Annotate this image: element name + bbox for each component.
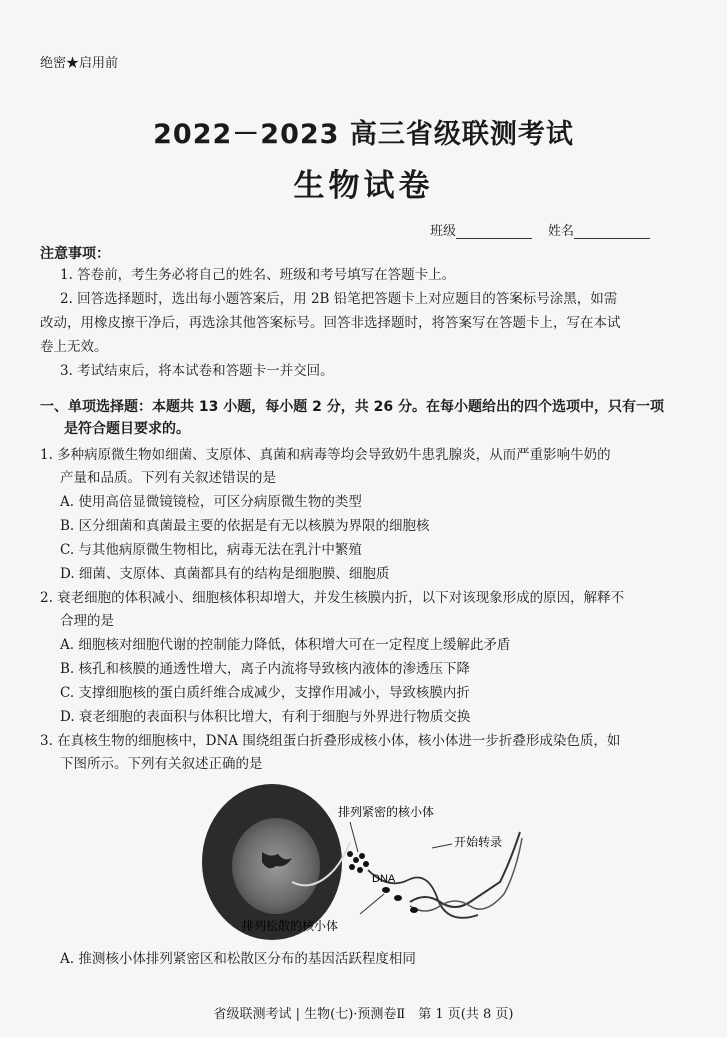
note-3: 3. 考试结束后，将本试卷和答题卡一并交回。 [60,363,334,379]
q3-stem-cont: 下图所示。下列有关叙述正确的是 [60,756,263,772]
label-loose-nucleosome: 排列松散的核小体 [242,919,339,933]
class-blank [456,224,532,239]
q2-option-c: C. 支撑细胞核的蛋白质纤维合成减少，支撑作用减小，导致核膜内折 [60,685,470,701]
q1-option-b: B. 区分细菌和真菌最主要的依据是有无以核膜为界限的细胞核 [60,518,430,534]
section1-heading: 一、单项选择题：本题共 13 小题，每小题 2 分，共 26 分。在每小题给出的四个选项中，只有一项 [40,399,664,415]
label-dense-nucleosome: 排列紧密的核小体 [338,805,435,819]
q2-stem: 2. 衰老细胞的体积减小、细胞核体积却增大，并发生核膜内折，以下对该现象形成的原因，解释不 [40,590,625,606]
q1-stem-cont: 产量和品质。下列有关叙述错误的是 [60,470,276,486]
name-blank [574,224,650,239]
label-line-transcribe [432,844,452,848]
q2-option-b: B. 核孔和核膜的通透性增大，离子内流将导致核内液体的渗透压下降 [60,661,471,677]
note-1: 1. 答卷前，考生务必将自己的姓名、班级和考号填写在答题卡上。 [60,267,456,283]
q2-stem-cont: 合理的是 [60,613,114,629]
q1-stem: 1. 多种病原微生物如细菌、支原体、真菌和病毒等均会导致奶牛患乳腺炎，从而严重影响牛奶的 [40,447,611,463]
label-start-transcription: 开始转录 [454,835,503,849]
label-line-dense [350,822,358,852]
q2-option-a: A. 细胞核对细胞代谢的控制能力降低，体积增大可在一定程度上缓解此矛盾 [60,637,511,653]
label-dna: DNA [372,873,396,885]
q1-option-d: D. 细菌、支原体、真菌都具有的结构是细胞膜、细胞质 [60,566,390,582]
exam-title: 2022－2023 高三省级联测考试 [153,119,574,150]
notes-heading: 注意事项： [40,246,110,262]
note-2-cont: 改动，用橡皮擦干净后，再选涂其他答案标号。回答非选择题时，将答案写在答题卡上，写在本试 [40,315,621,331]
note-2-cont2: 卷上无效。 [40,339,108,355]
class-label: 班级 [430,224,457,239]
chromatin-diagram [200,782,540,947]
q1-option-c: C. 与其他病原微生物相比，病毒无法在乳汁中繁殖 [60,542,362,558]
q3-option-a: A. 推测核小体排列紧密区和松散区分布的基因活跃程度相同 [60,951,416,967]
dense-nucleosomes [347,851,369,873]
q2-option-d: D. 衰老细胞的表面积与体积比增大，有利于细胞与外界进行物质交换 [60,709,471,725]
q1-option-a: A. 使用高倍显微镜镜检，可区分病原微生物的类型 [60,494,362,510]
student-info-row [430,220,666,239]
exam-subtitle: 生物试卷 [293,168,434,204]
section1-heading-cont: 是符合题目要求的。 [64,421,190,437]
note-2: 2. 回答选择题时，选出每小题答案后，用 2B 铅笔把答题卡上对应题目的答案标号涂黑，如需 [60,291,618,307]
name-label: 姓名 [548,224,575,239]
page-footer: 省级联测考试 | 生物(七)·预测卷Ⅱ 第 1 页(共 8 页) [213,1007,514,1022]
label-line-loose [360,894,384,914]
q3-stem: 3. 在真核生物的细胞核中，DNA 围绕组蛋白折叠形成核小体，核小体进一步折叠形成染色质，如 [40,733,621,749]
secret-label: 绝密★启用前 [40,56,119,71]
